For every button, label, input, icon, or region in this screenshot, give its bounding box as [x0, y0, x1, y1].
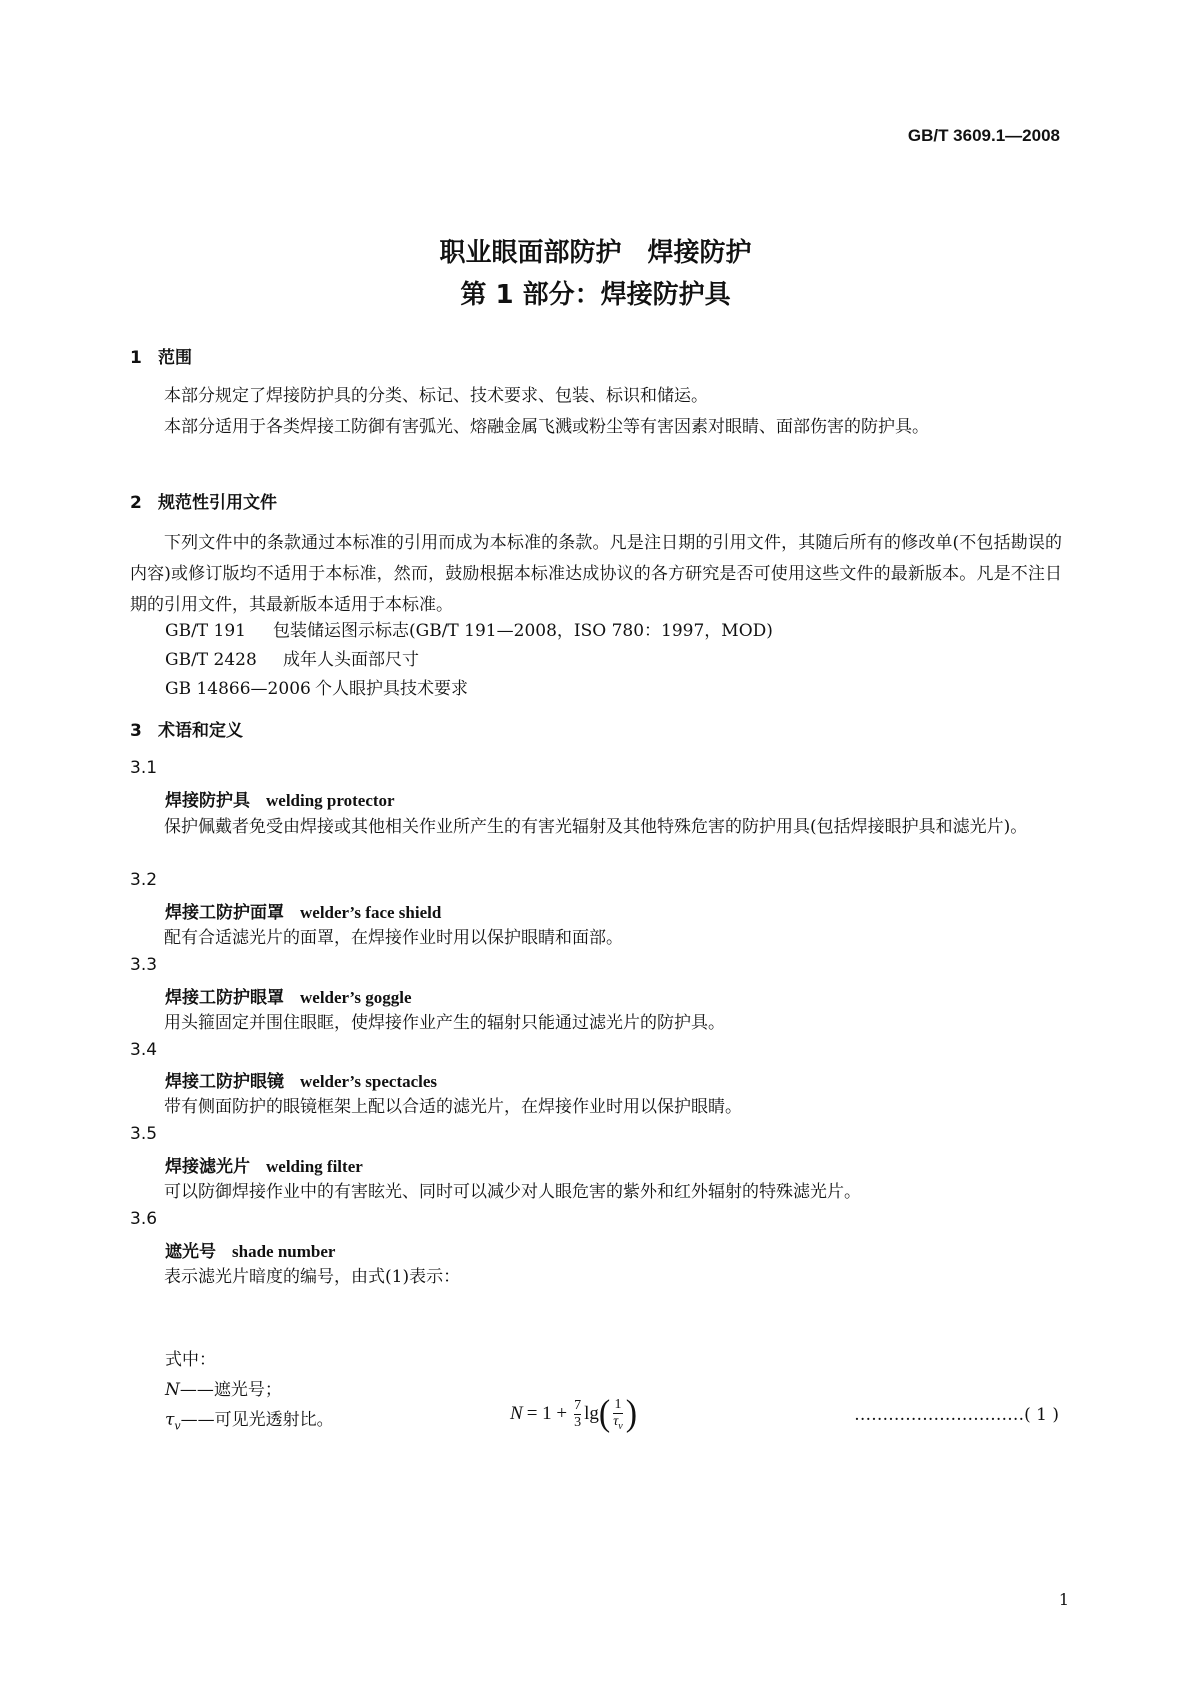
reference-title: 个人眼护具技术要求 [315, 679, 468, 699]
reference-item [165, 674, 468, 699]
references-paragraph: 下列文件中的条款通过本标准的引用而成为本标准的条款。凡是注日期的引用文件，其随后所有的修改单(不包括勘误的内容)或修订版均不适用于本标准，然而，鼓励根据本标准达成协议的各方研究是否可使用这些文件的最新版本。凡是不注日期的引用文件，其最新版本适用于本标准。 [130, 533, 1062, 615]
document-title-line1: 职业眼面部防护 焊接防护 [439, 238, 752, 268]
reference-code: GB/T 191 [165, 621, 246, 641]
where-description: ——可见光透射比。 [180, 1410, 334, 1430]
reference-code: GB/T 2428 [165, 650, 257, 670]
term-number: 3.5 [130, 1124, 158, 1144]
section-heading-terms-definitions [130, 716, 243, 741]
section-title: 术语和定义 [158, 721, 243, 741]
formula-operator: = 1 + [526, 1403, 568, 1424]
where-symbol: τ [165, 1410, 175, 1430]
inner-numerator: 1 [614, 1396, 622, 1412]
formula-number: …………………………( 1 ) [854, 1405, 1059, 1425]
standard-code: GB/T 3609.1—2008 [907, 126, 1060, 145]
section-number: 1 [130, 348, 142, 368]
term-english: welding protector [266, 791, 395, 810]
term-number: 3.6 [130, 1209, 158, 1229]
where-description: ——遮光号； [179, 1380, 282, 1400]
section-heading-scope [130, 343, 192, 368]
term-chinese: 焊接工防护眼镜 [165, 1072, 284, 1092]
formula-function: lg [584, 1403, 599, 1424]
left-paren: ( [598, 1393, 611, 1434]
inner-denominator [613, 1414, 622, 1432]
term-heading [165, 983, 412, 1008]
reference-title: 成年人头面部尺寸 [283, 650, 419, 670]
term-heading [165, 1237, 335, 1262]
term-chinese: 遮光号 [165, 1242, 216, 1262]
term-definition: 带有侧面防护的眼镜框架上配以合适的滤光片，在焊接作业时用以保护眼睛。 [164, 1097, 742, 1117]
term-english: welder’s goggle [300, 988, 412, 1007]
section-title: 范围 [158, 348, 192, 368]
scope-paragraph-2: 本部分适用于各类焊接工防御有害弧光、熔融金属飞溅或粉尘等有害因素对眼睛、面部伤害的防护具。 [164, 417, 929, 437]
term-definition: 配有合适滤光片的面罩，在焊接作业时用以保护眼睛和面部。 [164, 928, 623, 948]
where-symbol: N [165, 1380, 180, 1400]
term-number: 3.2 [130, 870, 158, 890]
term-english: welder’s spectacles [300, 1072, 438, 1091]
tau-subscript: v [618, 1420, 623, 1432]
term-chinese: 焊接工防护面罩 [165, 903, 284, 923]
shade-number-formula [510, 1395, 637, 1433]
fraction-numerator: 7 [574, 1397, 582, 1413]
section-number: 2 [130, 493, 142, 513]
fraction-denominator: 3 [574, 1414, 582, 1430]
where-subscript: v [174, 1419, 181, 1433]
term-number: 3.4 [130, 1040, 158, 1060]
term-definition: 用头箍固定并围住眼眶，使焊接作业产生的辐射只能通过滤光片的防护具。 [164, 1013, 725, 1033]
term-number: 3.3 [130, 955, 158, 975]
where-item-n [165, 1375, 282, 1400]
scope-paragraph-1: 本部分规定了焊接防护具的分类、标记、技术要求、包装、标识和储运。 [164, 386, 708, 406]
page-number: 1 [1058, 1590, 1069, 1609]
section-heading-normative-references [130, 488, 277, 513]
term-definition: 可以防御焊接作业中的有害眩光、同时可以减少对人眼危害的紫外和红外辐射的特殊滤光片。 [164, 1182, 861, 1202]
term-english: shade number [232, 1242, 336, 1261]
term-heading [165, 786, 395, 811]
term-english: welding filter [266, 1157, 363, 1176]
reference-title: 包装储运图示标志(GB/T 191—2008，ISO 780：1997，MOD) [273, 621, 773, 641]
formula-inner-fraction [613, 1397, 622, 1432]
formula-lhs: N [510, 1403, 523, 1424]
term-definition: 表示滤光片暗度的编号，由式(1)表示： [164, 1267, 461, 1287]
term-number: 3.1 [130, 758, 158, 778]
tau-symbol: τ [613, 1413, 619, 1429]
term-chinese: 焊接防护具 [165, 791, 250, 811]
term-heading [165, 1067, 437, 1092]
document-title-line2: 第 1 部分：焊接防护具 [460, 280, 731, 310]
where-item-tau [165, 1405, 334, 1432]
section-title: 规范性引用文件 [158, 493, 277, 513]
right-paren: ) [625, 1393, 638, 1434]
where-intro: 式中： [165, 1350, 216, 1370]
term-english: welder’s face shield [300, 903, 442, 922]
section-number: 3 [130, 721, 142, 741]
term-chinese: 焊接工防护眼罩 [165, 988, 284, 1008]
term-heading [165, 898, 441, 923]
reference-code: GB 14866—2006 [165, 679, 311, 699]
term-definition: 保护佩戴者免受由焊接或其他相关作业所产生的有害光辐射及其他特殊危害的防护用具(包括焊接眼护具和滤光片)。 [164, 817, 1028, 837]
term-heading [165, 1152, 363, 1177]
term-chinese: 焊接滤光片 [165, 1157, 250, 1177]
formula-fraction [574, 1398, 581, 1431]
reference-item [165, 645, 419, 670]
reference-item [165, 616, 773, 641]
